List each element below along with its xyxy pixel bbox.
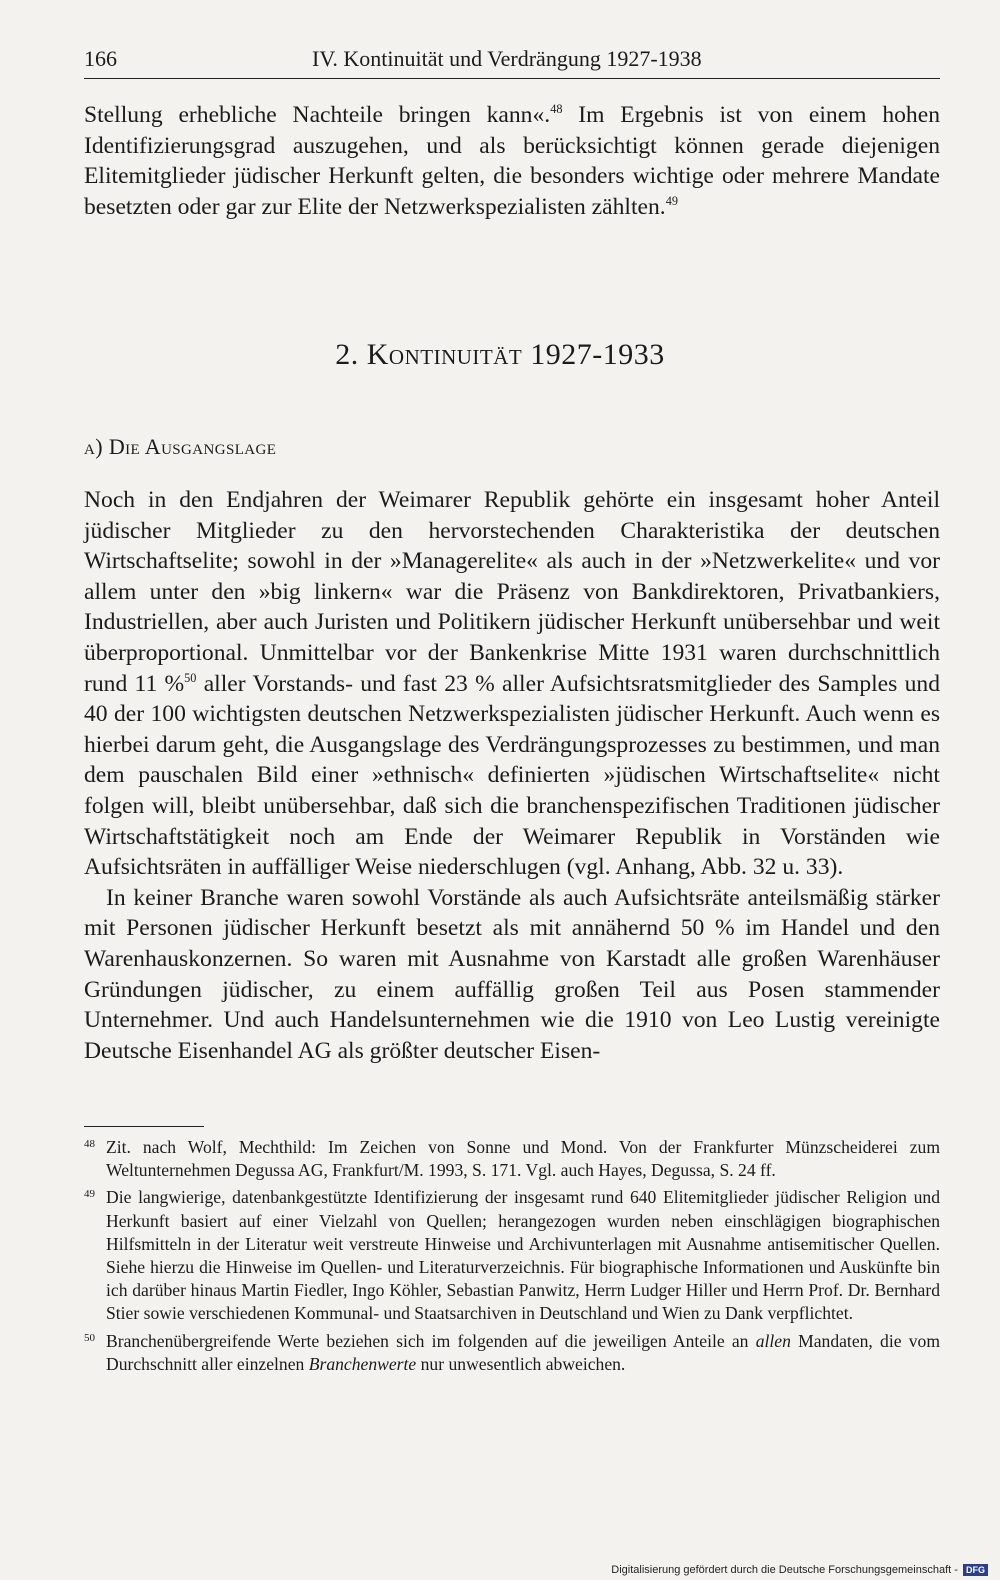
section-number: 2. [335,338,359,371]
footnote-mark: 50 [84,1331,95,1344]
footnote-mark: 48 [84,1138,95,1150]
digitization-credit [611,1564,988,1576]
opening-text-2: Im Ergebnis ist von einem hohen Identifizierungsgrad auszugehen, und als berücksichtigt können gerade diejenigen Elitemitglieder jüdischer Herkunft gelten, die besonders wichtige oder mehrere Mandate besetzten oder gar zur Elite der Netzwerkspezialisten zählten. [84,102,940,220]
digitization-note: Digitalisierung gefördert durch die Deutsche Forschungsgemeinschaft - [611,1564,958,1576]
paragraph-1-text-a: Noch in den Endjahren der Weimarer Republik gehörte ein insgesamt hoher Anteil jüdischer Mitglieder zu den hervorstechenden Charakteristika der deutschen Wirtschaftselite; sowohl in der »Managerelite« als auch in der »Netzwerkelite« und vor allem unter den »big linkern« war die Präsenz von Bankdirektoren, Privatbankiers, Industriellen, aber auch Juristen und Politikern jüdischer Herkunft unübersehbar und weit überproportional. Unmittelbar vor der Bankenkrise Mitte 1931 waren durchschnittlich rund 11 % [84,487,940,697]
paragraph-2: In keiner Branche waren sowohl Vorstände als auch Aufsichtsräte anteilsmäßig stärker mit Personen jüdischer Herkunft besetzt als mit annähernd 50 % im Handel und den Warenhauskonzernen. So waren mit Ausnahme von Karstadt alle großen Warenhäuser Gründungen jüdischer, zu einem auffällig großen Teil aus Posen stammender Unternehmer. Und auch Handelsunternehmen wie die 1910 von Leo Lustig vereinigte Deutsche Eisenhandel AG als größter deutscher Eisen- [84,884,940,1064]
footnote-ref-50[interactable]: 50 [184,670,197,685]
paragraph-1-text-b: aller Vorstands- und fast 23 % aller Aufsichtsratsmitglieder des Samples und 40 der 100 wichtigsten deutschen Netzwerkspezialisten jüdischer Herkunft. Auch wenn es hierbei darum geht, die Ausgangslage des Verdrängungsprozesses zu bestimmen, und man dem pauschalen Bild einer »ethnisch« definierten »jüdischen Wirtschaftselite« nicht folgen will, bleibt unübersehbar, daß sich die branchenspezifischen Traditionen jüdischer Wirtschaftstätigkeit noch am Ende der Weimarer Republik in Vorständen wie Aufsichtsräten in auffälliger Weise niederschlugen (vgl. Anhang, Abb. 32 u. 33). [84,670,940,881]
opening-paragraph [84,100,940,222]
opening-text-1: Stellung erhebliche Nachteile bringen kann«. [84,102,551,128]
footnote-49 [84,1186,940,1325]
footnote-text: Die langwierige, datenbankgestützte Identifizierung der insgesamt rund 640 Elitemitglieder jüdischer Religion und Herkunft basiert auf einer Vielzahl von Quellen; herangezogen wurden neben einschlägigen biographischen Hilfsmitteln in der Literatur weit verstreute Hinweise und Archivunterlagen mit Ausnahme antisemitischer Quellen. Siehe hierzu die Hinweise im Quellen- und Literaturverzeichnis. Für biographische Informationen und Auskünfte bin ich darüber hinaus Martin Fiedler, Ingo Köhler, Sebastian Panwitz, Herrn Ludger Hiller und Herrn Prof. Dr. Bernhard Stier sowie verschiedenen Kommunal- und Staatsarchiven in Deutschland und Wien zu Dank verpflichtet. [106,1187,940,1324]
footnote-50 [84,1330,940,1376]
footnote-divider [84,1126,204,1127]
footnote-emphasis-allen: allen [755,1330,791,1351]
footnote-ref-48[interactable]: 48 [550,101,563,116]
section-title: Kontinuität 1927-1933 [366,338,665,371]
footnote-text: Zit. nach Wolf, Mechthild: Im Zeichen von Sonne und Mond. Von der Frankfurter Münzscheiderei zum Weltunternehmen Degussa AG, Frankfurt/M. 1993, S. 171. Vgl. auch Hayes, Degussa, S. 24 ff. [106,1137,940,1181]
page-number: 166 [84,46,117,71]
footnote-48 [84,1136,940,1182]
section-heading [0,338,1000,372]
footnote-mark: 49 [84,1188,95,1201]
main-text [84,485,940,1066]
footnote-text-c: nur unwesentlich abweichen. [416,1353,626,1374]
footnote-ref-49[interactable]: 49 [665,193,678,208]
footnotes [84,1136,940,1380]
dfg-logo: DFG [963,1564,988,1576]
footnote-text-b: Mandaten, die vom Durchschnitt aller einzelnen [106,1330,941,1374]
footnote-emphasis-branchenwerte: Branchenwerte [308,1353,417,1374]
subsection-heading: a) Die Ausgangslage [84,434,277,459]
paragraph-1 [84,485,940,883]
footnote-text-a: Branchenübergreifende Werte beziehen sich im folgenden auf die jeweiligen Anteile an [106,1330,756,1351]
running-title: IV. Kontinuität und Verdrängung 1927-1938 [312,46,702,71]
running-header [84,44,940,79]
